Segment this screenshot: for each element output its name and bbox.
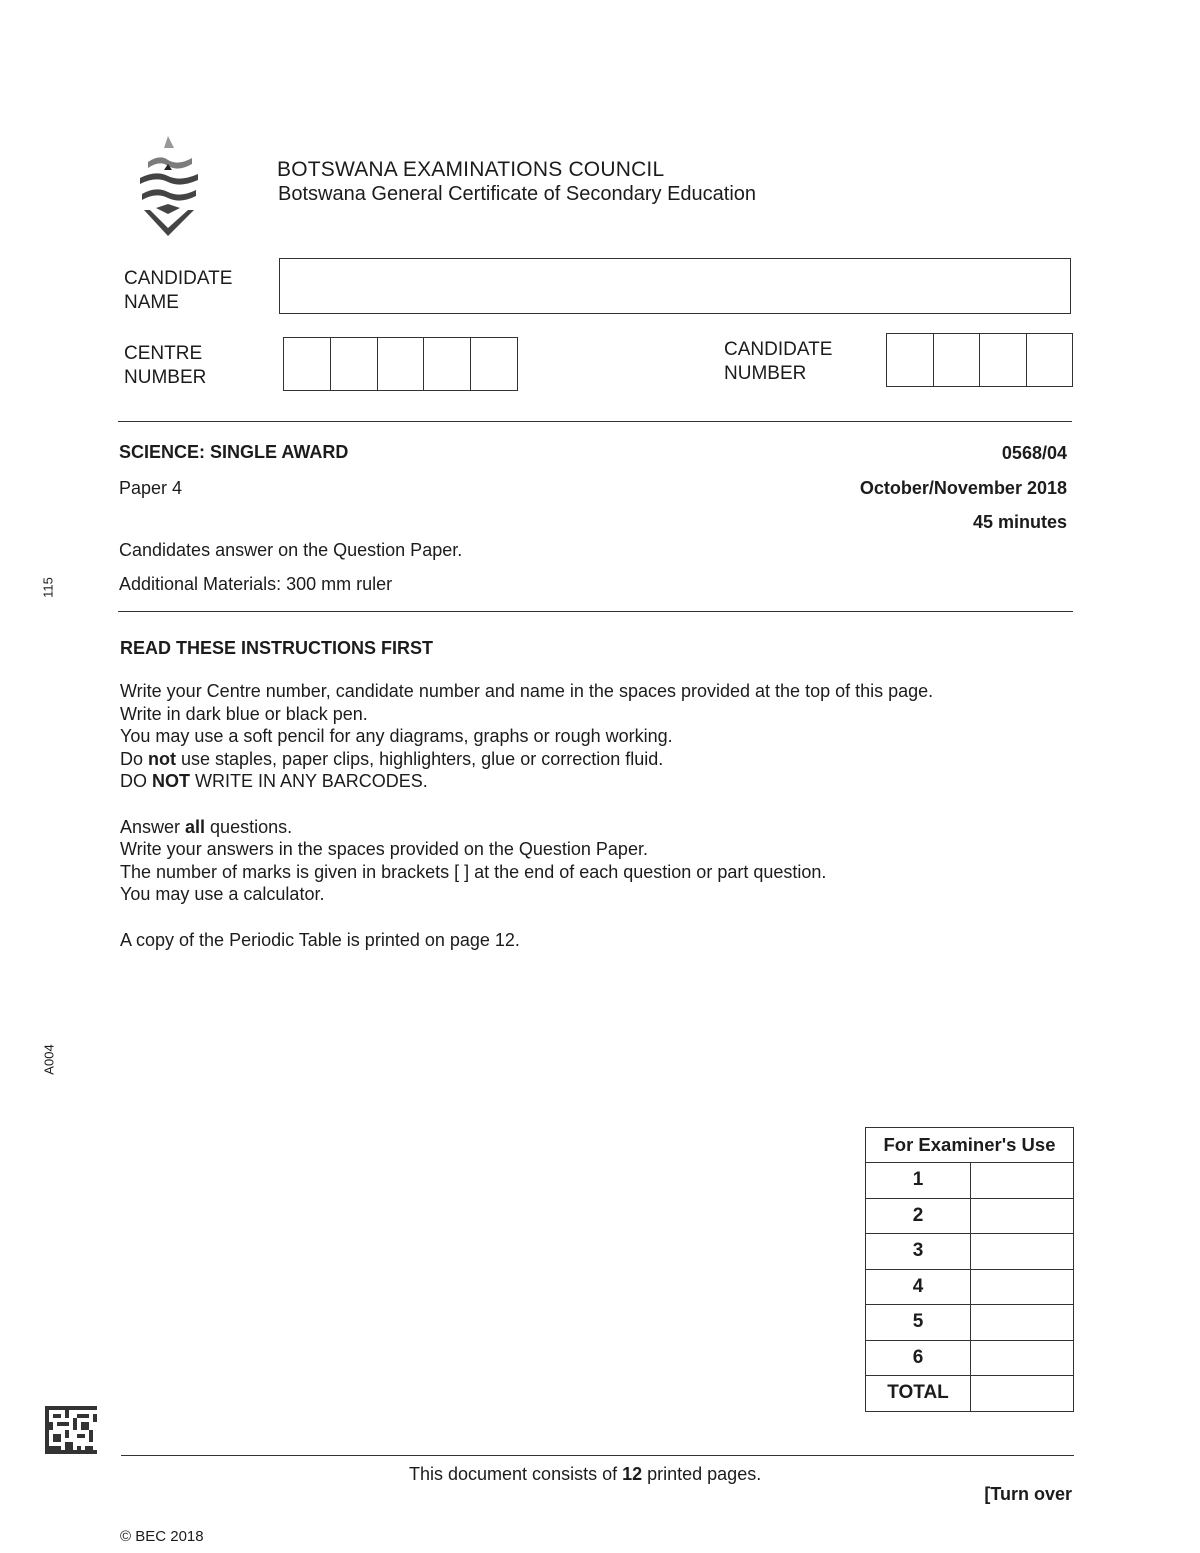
instruction-line: You may use a soft pencil for any diagrams, graphs or rough working. xyxy=(120,726,673,746)
answer-note: Candidates answer on the Question Paper. xyxy=(119,540,463,560)
barcode xyxy=(45,1405,97,1455)
centre-number-cell[interactable] xyxy=(284,338,331,390)
examiner-use-heading: For Examiner's Use xyxy=(866,1128,1074,1163)
total-label: TOTAL xyxy=(866,1376,971,1412)
question-number: 5 xyxy=(866,1305,971,1341)
mark-cell[interactable] xyxy=(971,1234,1074,1270)
candidate-name-label: CANDIDATE NAME xyxy=(124,268,233,313)
divider xyxy=(118,421,1072,422)
centre-number-cell[interactable] xyxy=(378,338,425,390)
centre-number-cell[interactable] xyxy=(331,338,378,390)
exam-duration: 45 minutes xyxy=(972,512,1067,532)
instruction-line: Write in dark blue or black pen. xyxy=(120,703,368,724)
divider xyxy=(118,611,1073,612)
paper-number: Paper 4 xyxy=(119,478,183,498)
mark-cell[interactable] xyxy=(971,1305,1074,1341)
question-number: 2 xyxy=(866,1198,971,1234)
centre-number-cell[interactable] xyxy=(424,338,471,390)
page-count: This document consists of 12 printed pages. xyxy=(409,1464,762,1484)
instruction-line: Write your answers in the spaces provided on the Question Paper. xyxy=(120,839,648,859)
examiner-use-table xyxy=(865,1127,1074,1412)
subject-title: SCIENCE: SINGLE AWARD xyxy=(119,442,349,462)
candidate-number-cell[interactable] xyxy=(1027,334,1073,386)
copyright: © BEC 2018 xyxy=(120,1528,204,1545)
question-number: 4 xyxy=(866,1269,971,1305)
candidate-number-label: CANDIDATE NUMBER xyxy=(724,339,833,384)
mark-cell[interactable] xyxy=(971,1163,1074,1199)
council-name: BOTSWANA EXAMINATIONS COUNCIL xyxy=(277,158,665,181)
instructions-list xyxy=(120,680,933,951)
candidate-number-cell[interactable] xyxy=(934,334,981,386)
instruction-line: You may use a calculator. xyxy=(120,884,325,904)
instruction-line: Write your Centre number, candidate number and name in the spaces provided at the top of this page. xyxy=(120,681,934,701)
paper-code: 0568/04 xyxy=(1001,443,1067,463)
mark-cell[interactable] xyxy=(971,1269,1074,1305)
question-number: 1 xyxy=(866,1163,971,1199)
instruction-line: Do not use staples, paper clips, highlighters, glue or correction fluid. xyxy=(120,748,664,769)
instruction-line: Answer all questions. xyxy=(120,816,293,837)
additional-materials: Additional Materials: 300 mm ruler xyxy=(119,574,393,594)
instruction-line: DO NOT WRITE IN ANY BARCODES. xyxy=(120,771,428,791)
question-number: 3 xyxy=(866,1234,971,1270)
certificate-name: Botswana General Certificate of Secondary Education xyxy=(278,183,757,205)
mark-cell[interactable] xyxy=(971,1198,1074,1234)
candidate-number-cell[interactable] xyxy=(980,334,1027,386)
total-mark-cell[interactable] xyxy=(971,1376,1074,1412)
margin-code: 115 xyxy=(40,577,56,598)
instructions-heading: READ THESE INSTRUCTIONS FIRST xyxy=(120,638,434,658)
candidate-number-boxes[interactable] xyxy=(886,333,1073,387)
candidate-number-cell[interactable] xyxy=(887,334,934,386)
margin-code: A004 xyxy=(41,1044,57,1075)
exam-session: October/November 2018 xyxy=(859,478,1067,498)
footer-divider xyxy=(121,1455,1074,1456)
turn-over: [Turn over xyxy=(984,1484,1072,1504)
instruction-line: The number of marks is given in brackets [ ] at the end of each question or part question. xyxy=(120,861,827,882)
bec-logo xyxy=(134,134,204,238)
candidate-name-box[interactable] xyxy=(279,258,1071,314)
instruction-line: A copy of the Periodic Table is printed on page 12. xyxy=(120,929,520,950)
question-number: 6 xyxy=(866,1340,971,1376)
mark-cell[interactable] xyxy=(971,1340,1074,1376)
centre-number-cell[interactable] xyxy=(471,338,517,390)
centre-number-label: CENTRE NUMBER xyxy=(124,343,207,388)
centre-number-boxes[interactable] xyxy=(283,337,518,391)
